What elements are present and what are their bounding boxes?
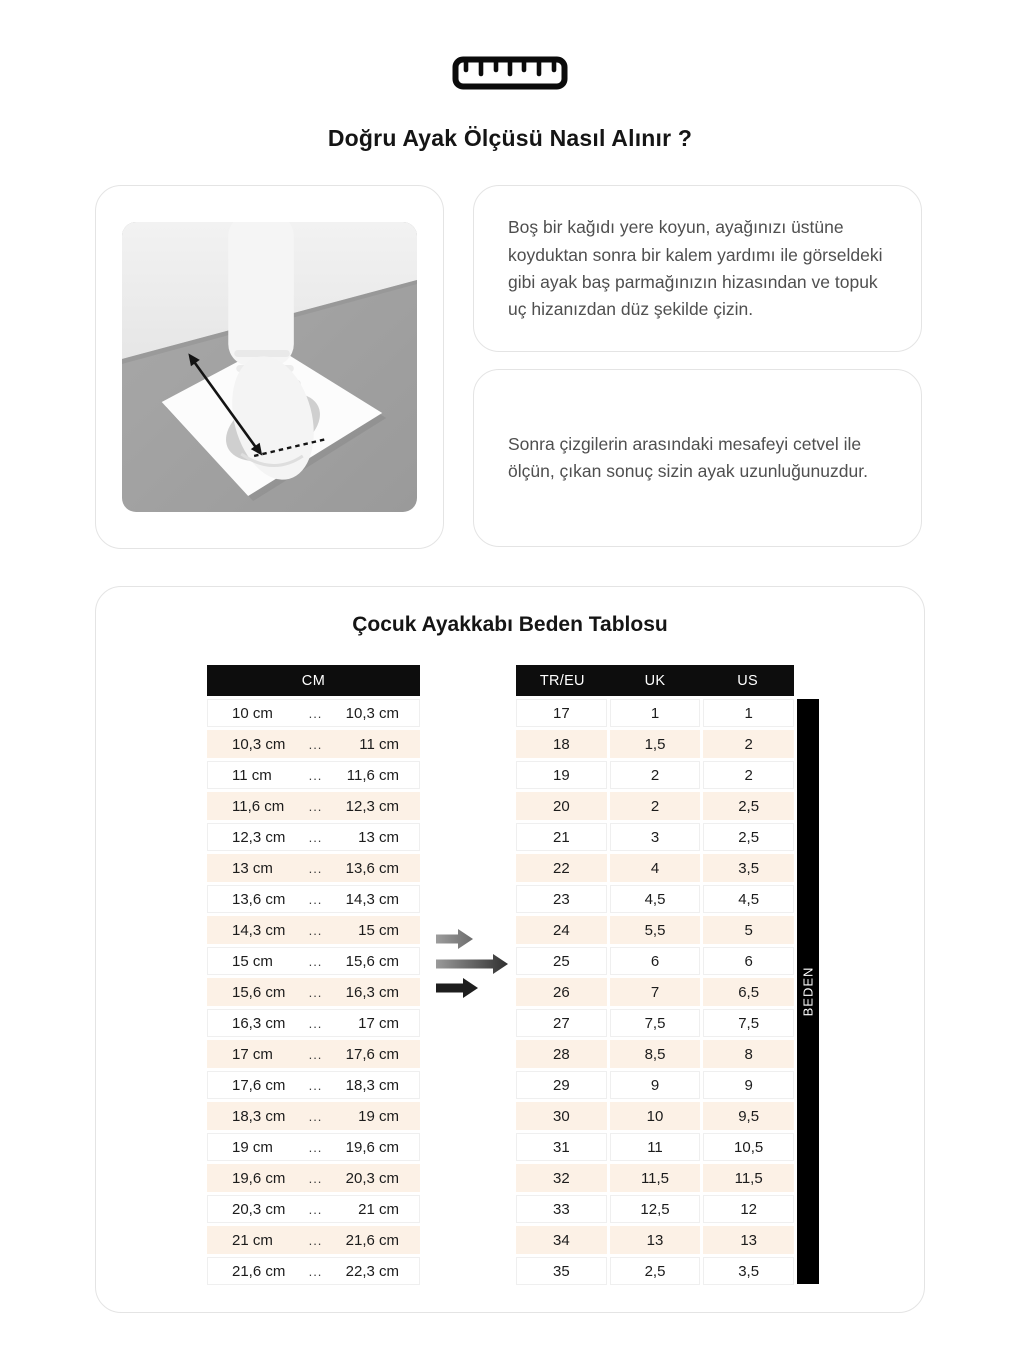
tr-eu-size: 27 (516, 1009, 607, 1037)
range-dots: ... (308, 1139, 323, 1155)
us-size: 3,5 (703, 1257, 794, 1285)
uk-size: 12,5 (610, 1195, 701, 1223)
cm-from-value: 15,6 cm (232, 983, 286, 1001)
size-conversion-table (516, 665, 794, 1285)
cm-from-value: 12,3 cm (232, 828, 286, 846)
cm-to-value: 12,3 cm (345, 797, 399, 815)
size-conversion-row (516, 916, 794, 944)
cm-to-value: 19 cm (358, 1107, 399, 1125)
uk-size: 1 (610, 699, 701, 727)
size-table-title: Çocuk Ayakkabı Beden Tablosu (352, 613, 668, 637)
uk-size: 8,5 (610, 1040, 701, 1068)
cm-range-row (207, 730, 420, 758)
range-dots: ... (308, 1201, 323, 1217)
us-size: 9 (703, 1071, 794, 1099)
page-header (0, 0, 1020, 150)
size-conversion-row (516, 1071, 794, 1099)
cm-to-value: 15,6 cm (345, 952, 399, 970)
cm-to-value: 18,3 cm (345, 1076, 399, 1094)
tr-eu-size: 23 (516, 885, 607, 913)
size-conversion-row (516, 854, 794, 882)
instruction-step-2 (473, 369, 922, 547)
us-size: 9,5 (703, 1102, 794, 1130)
cm-range-table (207, 665, 420, 1285)
uk-size: 4 (610, 854, 701, 882)
us-size: 6 (703, 947, 794, 975)
range-dots: ... (308, 953, 323, 969)
cm-to-value: 14,3 cm (345, 890, 399, 908)
size-conversion-row (516, 1164, 794, 1192)
size-conversion-row (516, 761, 794, 789)
uk-size: 2 (610, 761, 701, 789)
howto-section (95, 185, 925, 549)
cm-from-value: 17,6 cm (232, 1076, 286, 1094)
size-conversion-row (516, 1195, 794, 1223)
size-conversion-row (516, 792, 794, 820)
range-dots: ... (308, 798, 323, 814)
us-size: 6,5 (703, 978, 794, 1006)
cm-range-row (207, 1071, 420, 1099)
size-conversion-row (516, 1102, 794, 1130)
cm-range-row (207, 1164, 420, 1192)
cm-column-header: CM (207, 665, 420, 696)
tr-eu-size: 31 (516, 1133, 607, 1161)
cm-range-row (207, 916, 420, 944)
cm-to-value: 17,6 cm (345, 1045, 399, 1063)
range-dots: ... (308, 1170, 323, 1186)
cm-from-value: 10 cm (232, 704, 273, 722)
size-table-card (95, 586, 925, 1313)
us-size: 2 (703, 730, 794, 758)
cm-from-value: 17 cm (232, 1045, 273, 1063)
instruction-step-1-text: Boş bir kağıdı yere koyun, ayağınızı üstüne koyduktan sonra bir kalem yardımı ile görseldeki gibi ayak baş parmağınızın hizasından ve topuk uç hizanızdan düz şekilde çizin. (508, 217, 883, 319)
tr-eu-size: 29 (516, 1071, 607, 1099)
cm-to-value: 11,6 cm (346, 766, 399, 784)
tr-eu-size: 21 (516, 823, 607, 851)
tr-eu-size: 35 (516, 1257, 607, 1285)
size-conversion-row (516, 885, 794, 913)
cm-range-row (207, 1226, 420, 1254)
uk-size: 13 (610, 1226, 701, 1254)
range-dots: ... (308, 1077, 323, 1093)
cm-range-row (207, 854, 420, 882)
uk-size: 2 (610, 792, 701, 820)
cm-from-value: 21 cm (232, 1231, 273, 1249)
size-conversion-row (516, 978, 794, 1006)
us-size: 10,5 (703, 1133, 794, 1161)
cm-from-value: 13 cm (232, 859, 273, 877)
tr-eu-size: 24 (516, 916, 607, 944)
instruction-step-2-text: Sonra çizgilerin arasındaki mesafeyi cetvel ile ölçün, çıkan sonuç sizin ayak uzunluğunuzdur. (508, 434, 868, 482)
cm-range-row (207, 1257, 420, 1285)
range-dots: ... (308, 860, 323, 876)
cm-range-row (207, 761, 420, 789)
cm-table-body (207, 699, 420, 1285)
tr-eu-size: 26 (516, 978, 607, 1006)
cm-from-value: 21,6 cm (232, 1262, 286, 1280)
tr-eu-size: 28 (516, 1040, 607, 1068)
size-table-body (516, 699, 794, 1285)
cm-from-value: 19,6 cm (232, 1169, 286, 1187)
range-dots: ... (308, 1108, 323, 1124)
range-dots: ... (308, 1232, 323, 1248)
cm-range-row (207, 1009, 420, 1037)
uk-size: 7 (610, 978, 701, 1006)
cm-to-value: 15 cm (358, 921, 399, 939)
cm-range-row (207, 978, 420, 1006)
cm-to-value: 21 cm (358, 1200, 399, 1218)
size-conversion-row (516, 823, 794, 851)
us-size: 13 (703, 1226, 794, 1254)
range-dots: ... (308, 1015, 323, 1031)
column-header-uk: UK (644, 672, 666, 689)
cm-range-row (207, 699, 420, 727)
tr-eu-size: 18 (516, 730, 607, 758)
column-header-tr-eu: TR/EU (539, 672, 585, 689)
cm-range-row (207, 1102, 420, 1130)
uk-size: 2,5 (610, 1257, 701, 1285)
cm-to-value: 16,3 cm (345, 983, 399, 1001)
uk-size: 11,5 (610, 1164, 701, 1192)
us-size: 4,5 (703, 885, 794, 913)
size-conversion-row (516, 1226, 794, 1254)
size-conversion-row (516, 1040, 794, 1068)
tr-eu-size: 22 (516, 854, 607, 882)
cm-range-row (207, 1040, 420, 1068)
uk-size: 3 (610, 823, 701, 851)
tr-eu-size: 33 (516, 1195, 607, 1223)
cm-to-value: 22,3 cm (345, 1262, 399, 1280)
cm-from-value: 10,3 cm (232, 735, 286, 753)
size-conversion-row (516, 1133, 794, 1161)
cm-to-value: 19,6 cm (345, 1138, 399, 1156)
cm-range-row (207, 792, 420, 820)
us-size: 5 (703, 916, 794, 944)
cm-to-value: 11 cm (359, 735, 399, 753)
range-dots: ... (308, 922, 323, 938)
cm-from-value: 15 cm (232, 952, 273, 970)
cm-from-value: 18,3 cm (232, 1107, 286, 1125)
range-dots: ... (308, 705, 323, 721)
beden-side-label (797, 699, 819, 1284)
measurement-photo-card (95, 185, 444, 549)
cm-range-row (207, 823, 420, 851)
size-conversion-row (516, 947, 794, 975)
tr-eu-size: 20 (516, 792, 607, 820)
column-header-us: US (737, 672, 759, 689)
uk-size: 5,5 (610, 916, 701, 944)
cm-to-value: 20,3 cm (345, 1169, 399, 1187)
uk-size: 1,5 (610, 730, 701, 758)
size-conversion-row (516, 730, 794, 758)
us-size: 3,5 (703, 854, 794, 882)
us-size: 8 (703, 1040, 794, 1068)
cm-range-row (207, 885, 420, 913)
tr-eu-size: 19 (516, 761, 607, 789)
tr-eu-size: 17 (516, 699, 607, 727)
tr-eu-size: 34 (516, 1226, 607, 1254)
uk-size: 4,5 (610, 885, 701, 913)
us-size: 1 (703, 699, 794, 727)
range-dots: ... (308, 1263, 323, 1279)
range-dots: ... (308, 984, 323, 1000)
instruction-step-1 (473, 185, 922, 352)
range-dots: ... (308, 891, 323, 907)
cm-to-value: 17 cm (358, 1014, 399, 1032)
beden-label-text: BEDEN (800, 966, 816, 1017)
cm-from-value: 11,6 cm (232, 797, 285, 815)
range-dots: ... (308, 1046, 323, 1062)
uk-size: 7,5 (610, 1009, 701, 1037)
tr-eu-size: 25 (516, 947, 607, 975)
cm-from-value: 13,6 cm (232, 890, 286, 908)
size-conversion-row (516, 699, 794, 727)
range-dots: ... (308, 829, 323, 845)
cm-to-value: 21,6 cm (345, 1231, 399, 1249)
cm-to-value: 13,6 cm (345, 859, 399, 877)
uk-size: 11 (610, 1133, 701, 1161)
cm-to-value: 13 cm (358, 828, 399, 846)
uk-size: 9 (610, 1071, 701, 1099)
us-size: 11,5 (703, 1164, 794, 1192)
cm-range-row (207, 947, 420, 975)
cm-range-row (207, 1195, 420, 1223)
tr-eu-size: 30 (516, 1102, 607, 1130)
us-size: 12 (703, 1195, 794, 1223)
size-conversion-row (516, 1009, 794, 1037)
ruler-icon (452, 56, 568, 90)
us-size: 2,5 (703, 792, 794, 820)
cm-from-value: 16,3 cm (232, 1014, 286, 1032)
cm-from-value: 11 cm (232, 766, 272, 784)
cm-range-row (207, 1133, 420, 1161)
instruction-steps (473, 185, 922, 549)
uk-size: 6 (610, 947, 701, 975)
mapping-arrows-icon (433, 925, 518, 999)
range-dots: ... (308, 767, 323, 783)
cm-from-value: 20,3 cm (232, 1200, 286, 1218)
cm-to-value: 10,3 cm (345, 704, 399, 722)
range-dots: ... (308, 736, 323, 752)
cm-from-value: 14,3 cm (232, 921, 286, 939)
tr-eu-size: 32 (516, 1164, 607, 1192)
size-conversion-row (516, 1257, 794, 1285)
uk-size: 10 (610, 1102, 701, 1130)
page-title: Doğru Ayak Ölçüsü Nasıl Alınır ? (327, 125, 693, 151)
foot-measurement-photo (122, 222, 417, 512)
us-size: 7,5 (703, 1009, 794, 1037)
cm-from-value: 19 cm (232, 1138, 273, 1156)
us-size: 2,5 (703, 823, 794, 851)
size-table-header (516, 665, 794, 696)
us-size: 2 (703, 761, 794, 789)
